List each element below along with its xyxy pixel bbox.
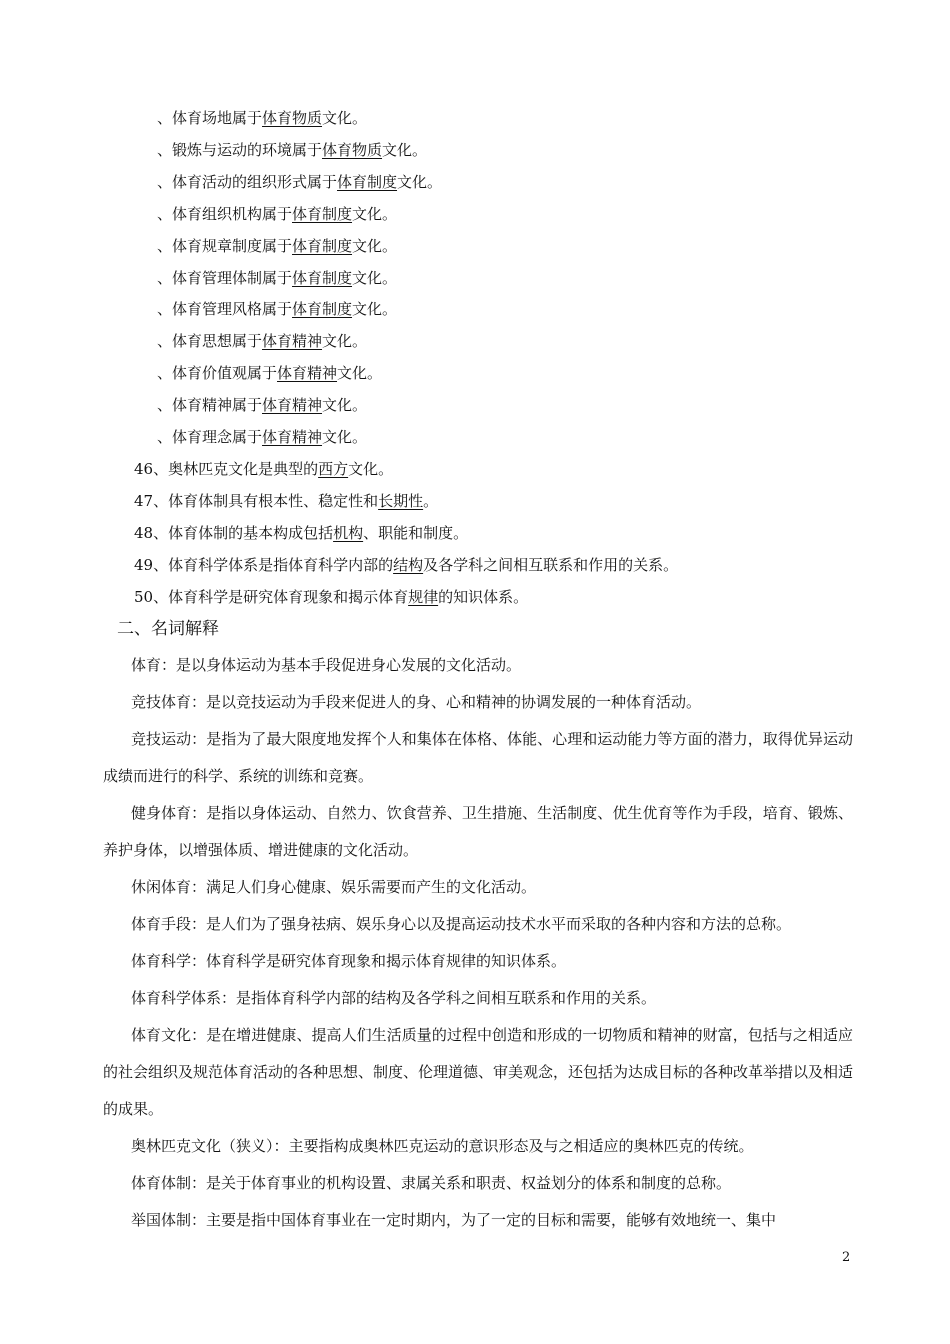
- fill-item-answer: 体育制度: [292, 236, 353, 255]
- definition-paragraph: 竞技运动：是指为了最大限度地发挥个人和集体在体格、体能、心理和运动能力等方面的潜力，取得优异运动成绩而进行的科学、系统的训练和竞赛。: [103, 730, 853, 785]
- fill-item-prefix: 49、体育科学体系是指体育科学内部的: [134, 555, 394, 574]
- fill-item-prefix: 、体育管理体制属于: [157, 268, 293, 287]
- fill-item-suffix: 文化。: [322, 428, 368, 446]
- fill-item-suffix: 文化。: [322, 332, 368, 351]
- definition-paragraph: 体育科学：体育科学是研究体育现象和揭示体育规律的知识体系。: [131, 952, 567, 970]
- fill-item: [157, 140, 427, 160]
- fill-item-answer: 体育制度: [337, 172, 398, 191]
- fill-item-answer: 体育精神: [277, 364, 338, 383]
- definition-paragraph: 体育手段：是人们为了强身祛病、娱乐身心以及提高运动技术水平而采取的各种内容和方法的总称。: [131, 915, 792, 933]
- page-number: 2: [842, 1250, 851, 1265]
- definition-paragraph: 竞技体育：是以竞技运动为手段来促进人的身、心和精神的协调发展的一种体育活动。: [131, 693, 702, 711]
- fill-item-suffix: 文化。: [352, 204, 398, 223]
- fill-item-prefix: 50、体育科学是研究体育现象和揭示体育: [134, 587, 409, 606]
- fill-item-answer: 西方: [318, 459, 349, 478]
- fill-item-suffix: 。: [423, 491, 439, 510]
- fill-item-suffix: 的知识体系。: [438, 587, 529, 606]
- fill-item-answer: 体育物质: [262, 109, 323, 127]
- fill-item-prefix: 、体育场地属于: [157, 109, 263, 127]
- fill-item-prefix: 、锻炼与运动的环境属于: [157, 140, 323, 159]
- definitions-list: [103, 647, 853, 1239]
- fill-item: [157, 172, 442, 192]
- fill-item-answer: 体育物质: [322, 140, 383, 159]
- fill-item-suffix: 文化。: [352, 236, 398, 255]
- fill-item: [157, 427, 367, 447]
- fill-item-answer: 体育制度: [292, 300, 353, 319]
- fill-item-prefix: 、体育组织机构属于: [157, 204, 293, 223]
- definition-paragraph: 体育文化：是在增进健康、提高人们生活质量的过程中创造和形成的一切物质和精神的财富，包括与之相适应的社会组织及规范体育活动的各种思想、制度、伦理道德、审美观念，还包括为达成目标的各种改革举措以及相适的成果。: [103, 1026, 854, 1118]
- fill-item-suffix: 文化。: [352, 268, 398, 287]
- fill-item-answer: 体育精神: [262, 396, 323, 415]
- definition-paragraph: 体育：是以身体运动为基本手段促进身心发展的文化活动。: [131, 656, 522, 674]
- fill-item-suffix: 文化。: [382, 140, 428, 159]
- fill-item-answer: 体育制度: [292, 204, 353, 223]
- fill-item-prefix: 、体育活动的组织形式属于: [157, 172, 338, 191]
- fill-item-answer: 体育制度: [292, 268, 353, 287]
- fill-item-prefix: 、体育管理风格属于: [157, 300, 293, 319]
- fill-item-answer: 体育精神: [262, 428, 323, 446]
- definition-paragraph: 举国体制：主要是指中国体育事业在一定时期内，为了一定的目标和需要，能够有效地统一、集中: [131, 1211, 777, 1229]
- fill-item-suffix: 文化。: [322, 396, 368, 415]
- fill-item-prefix: 46、奥林匹克文化是典型的: [134, 459, 319, 478]
- fill-item-suffix: 、职能和制度。: [363, 523, 469, 542]
- fill-item-suffix: 及各学科之间相互联系和作用的关系。: [423, 555, 679, 574]
- definition-paragraph: 健身体育：是指以身体运动、自然力、饮食营养、卫生措施、生活制度、优生优育等作为手段，培育、锻炼、养护身体，以增强体质、增进健康的文化活动。: [103, 804, 853, 859]
- fill-item: [134, 523, 468, 543]
- fill-item-prefix: 、体育精神属于: [157, 396, 263, 415]
- fill-item: [134, 555, 678, 575]
- fill-item: [134, 459, 393, 479]
- fill-item-answer: 结构: [393, 555, 424, 574]
- fill-item-prefix: 47、体育体制具有根本性、稳定性和: [134, 491, 379, 510]
- fill-item-suffix: 文化。: [352, 300, 398, 319]
- fill-item: [157, 395, 367, 415]
- section-title: 二、名词解释: [117, 619, 219, 639]
- definition-paragraph: 体育科学体系：是指体育科学内部的结构及各学科之间相互联系和作用的关系。: [131, 989, 657, 1007]
- definition-paragraph: 奥林匹克文化（狭义）：主要指构成奥林匹克运动的意识形态及与之相适应的奥林匹克的传统。: [131, 1137, 754, 1155]
- fill-item: [134, 587, 528, 607]
- fill-item: [134, 491, 438, 511]
- fill-item-answer: 机构: [333, 523, 364, 542]
- fill-item-prefix: 、体育理念属于: [157, 428, 263, 446]
- fill-item-prefix: 48、体育体制的基本构成包括: [134, 523, 334, 542]
- fill-item-answer: 体育精神: [262, 332, 323, 351]
- definition-paragraph: 体育体制：是关于体育事业的机构设置、隶属关系和职责、权益划分的体系和制度的总称。: [131, 1174, 732, 1192]
- fill-item-prefix: 、体育思想属于: [157, 332, 263, 351]
- fill-item: [157, 363, 382, 383]
- fill-item: [157, 268, 397, 288]
- fill-item: [157, 236, 397, 256]
- fill-item: [157, 204, 397, 224]
- fill-item-prefix: 、体育规章制度属于: [157, 236, 293, 255]
- fill-item-answer: 长期性: [378, 491, 424, 510]
- fill-item: [157, 108, 367, 128]
- fill-item: [157, 331, 367, 351]
- fill-item-suffix: 文化。: [322, 109, 368, 127]
- definition-paragraph: 休闲体育：满足人们身心健康、娱乐需要而产生的文化活动。: [131, 878, 537, 896]
- fill-item: [157, 299, 397, 319]
- fill-item-prefix: 、体育价值观属于: [157, 364, 278, 383]
- fill-item-suffix: 文化。: [337, 364, 383, 383]
- fill-item-suffix: 文化。: [397, 172, 443, 191]
- fill-item-suffix: 文化。: [348, 459, 394, 478]
- fill-item-answer: 规律: [408, 587, 439, 606]
